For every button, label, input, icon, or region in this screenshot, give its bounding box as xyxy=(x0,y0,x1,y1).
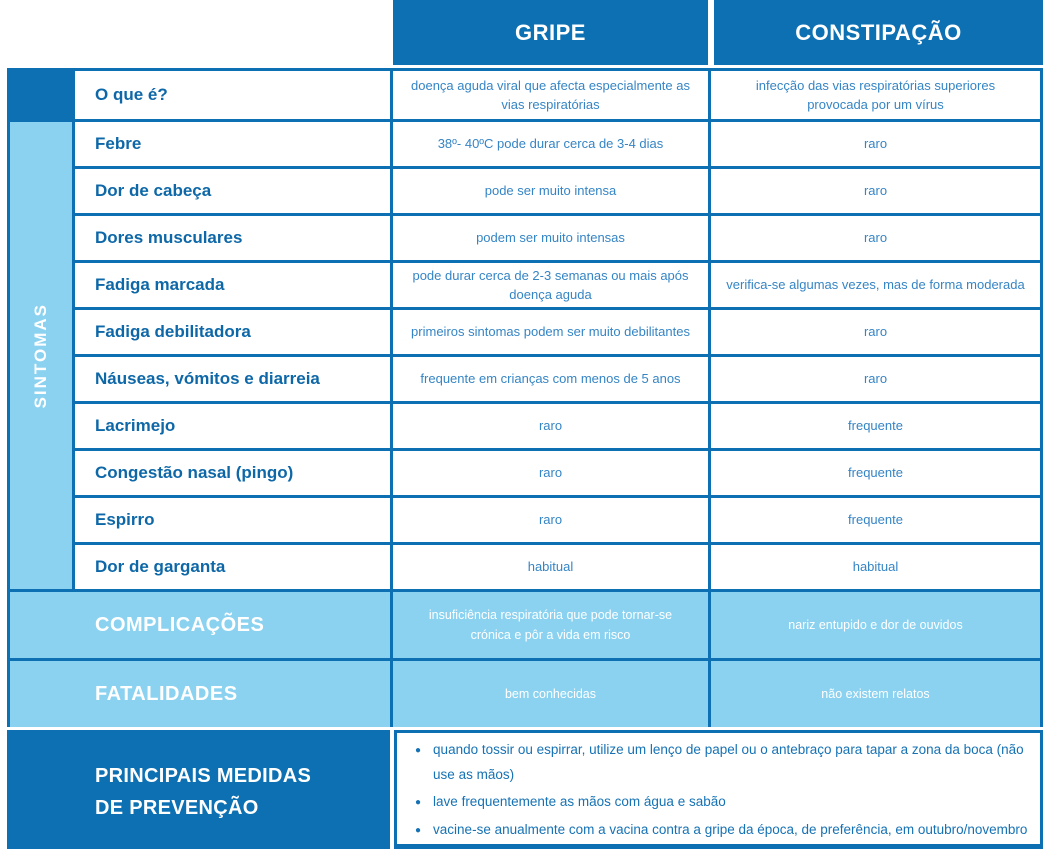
dor-de-cabeca-gripe-cell: pode ser muito intensa xyxy=(393,169,708,213)
table-header xyxy=(7,0,1043,65)
prevention-measures-list xyxy=(415,735,1030,847)
espirro-constipacao-cell: frequente xyxy=(711,498,1040,542)
fatalities-row xyxy=(7,658,1043,727)
definition-constipacao-cell: infecção das vias respiratórias superiores provocada por um vírus xyxy=(711,71,1040,119)
fatalities-label: FATALIDADES xyxy=(10,661,390,727)
definition-gripe-cell: doença aguda viral que afecta especialmente as vias respiratórias xyxy=(393,71,708,119)
row-label-febre: Febre xyxy=(75,122,390,166)
febre-gripe-cell: 38º- 40ºC pode durar cerca de 3-4 dias xyxy=(393,122,708,166)
column-header-constipacao: CONSTIPAÇÃO xyxy=(714,0,1043,65)
prevention-row xyxy=(7,730,1043,849)
header-spacer xyxy=(7,0,393,65)
dor-de-garganta-gripe-cell: habitual xyxy=(393,545,708,589)
prevention-label xyxy=(7,730,390,849)
sintomas-vertical-label: SINTOMAS xyxy=(31,302,50,409)
prevention-measure-text: quando tossir ou espirrar, utilize um lenço de papel ou o antebraço para tapar a zona da boca (não use as mãos) xyxy=(433,741,1024,782)
lacrimejo-gripe-cell: raro xyxy=(393,404,708,448)
complications-row xyxy=(7,589,1043,658)
fadiga-debilitadora-constipacao-cell: raro xyxy=(711,310,1040,354)
bullet-icon: ● xyxy=(415,825,422,837)
fadiga-marcada-gripe-cell: pode durar cerca de 2-3 semanas ou mais após doença aguda xyxy=(393,263,708,307)
bullet-icon: ● xyxy=(415,797,422,809)
row-label-o-que-e: O que é? xyxy=(75,71,390,119)
fatalities-constipacao-cell: não existem relatos xyxy=(711,661,1040,727)
row-label-espirro: Espirro xyxy=(75,498,390,542)
congestao-nasal-constipacao-cell: frequente xyxy=(711,451,1040,495)
dor-de-cabeca-constipacao-cell: raro xyxy=(711,169,1040,213)
prevention-label-line1: PRINCIPAIS MEDIDAS xyxy=(95,764,312,787)
row-label-lacrimejo: Lacrimejo xyxy=(75,404,390,448)
febre-constipacao-cell: raro xyxy=(711,122,1040,166)
row-label-dores-musculares: Dores musculares xyxy=(75,216,390,260)
list-item xyxy=(415,818,1030,843)
congestao-nasal-gripe-cell: raro xyxy=(393,451,708,495)
dores-musculares-gripe-cell: podem ser muito intensas xyxy=(393,216,708,260)
symptoms-table-body xyxy=(7,68,1043,589)
list-item xyxy=(415,738,1030,788)
row-label-dor-de-cabeca: Dor de cabeça xyxy=(75,169,390,213)
row-label-dor-de-garganta: Dor de garganta xyxy=(75,545,390,589)
row-label-fadiga-debilitadora: Fadiga debilitadora xyxy=(75,310,390,354)
prevention-measures-panel xyxy=(394,730,1043,849)
prevention-measure-text: lave frequentemente as mãos com água e sabão xyxy=(433,794,726,810)
sintomas-sidebar xyxy=(10,122,72,589)
complications-constipacao-cell: nariz entupido e dor de ouvidos xyxy=(711,592,1040,658)
nauseas-gripe-cell: frequente em crianças com menos de 5 anos xyxy=(393,357,708,401)
complications-gripe-cell: insuficiência respiratória que pode tornar-se crónica e pôr a vida em risco xyxy=(393,592,708,658)
prevention-label-line2: DE PREVENÇÃO xyxy=(95,796,259,819)
fatalities-gripe-cell: bem conhecidas xyxy=(393,661,708,727)
lacrimejo-constipacao-cell: frequente xyxy=(711,404,1040,448)
complications-label: COMPLICAÇÕES xyxy=(10,592,390,658)
prevention-measure-text: vacine-se anualmente com a vacina contra a gripe da época, de preferência, em outubro/novembro xyxy=(433,822,1028,838)
list-item xyxy=(415,790,1030,815)
column-header-gripe: GRIPE xyxy=(393,0,708,65)
fadiga-marcada-constipacao-cell: verifica-se algumas vezes, mas de forma moderada xyxy=(711,263,1040,307)
row-label-nauseas: Náuseas, vómitos e diarreia xyxy=(75,357,390,401)
fadiga-debilitadora-gripe-cell: primeiros sintomas podem ser muito debilitantes xyxy=(393,310,708,354)
dor-de-garganta-constipacao-cell: habitual xyxy=(711,545,1040,589)
definition-row-marker xyxy=(10,71,72,119)
bullet-icon: ● xyxy=(415,744,422,756)
row-label-congestao-nasal: Congestão nasal (pingo) xyxy=(75,451,390,495)
nauseas-constipacao-cell: raro xyxy=(711,357,1040,401)
row-label-fadiga-marcada: Fadiga marcada xyxy=(75,263,390,307)
espirro-gripe-cell: raro xyxy=(393,498,708,542)
dores-musculares-constipacao-cell: raro xyxy=(711,216,1040,260)
